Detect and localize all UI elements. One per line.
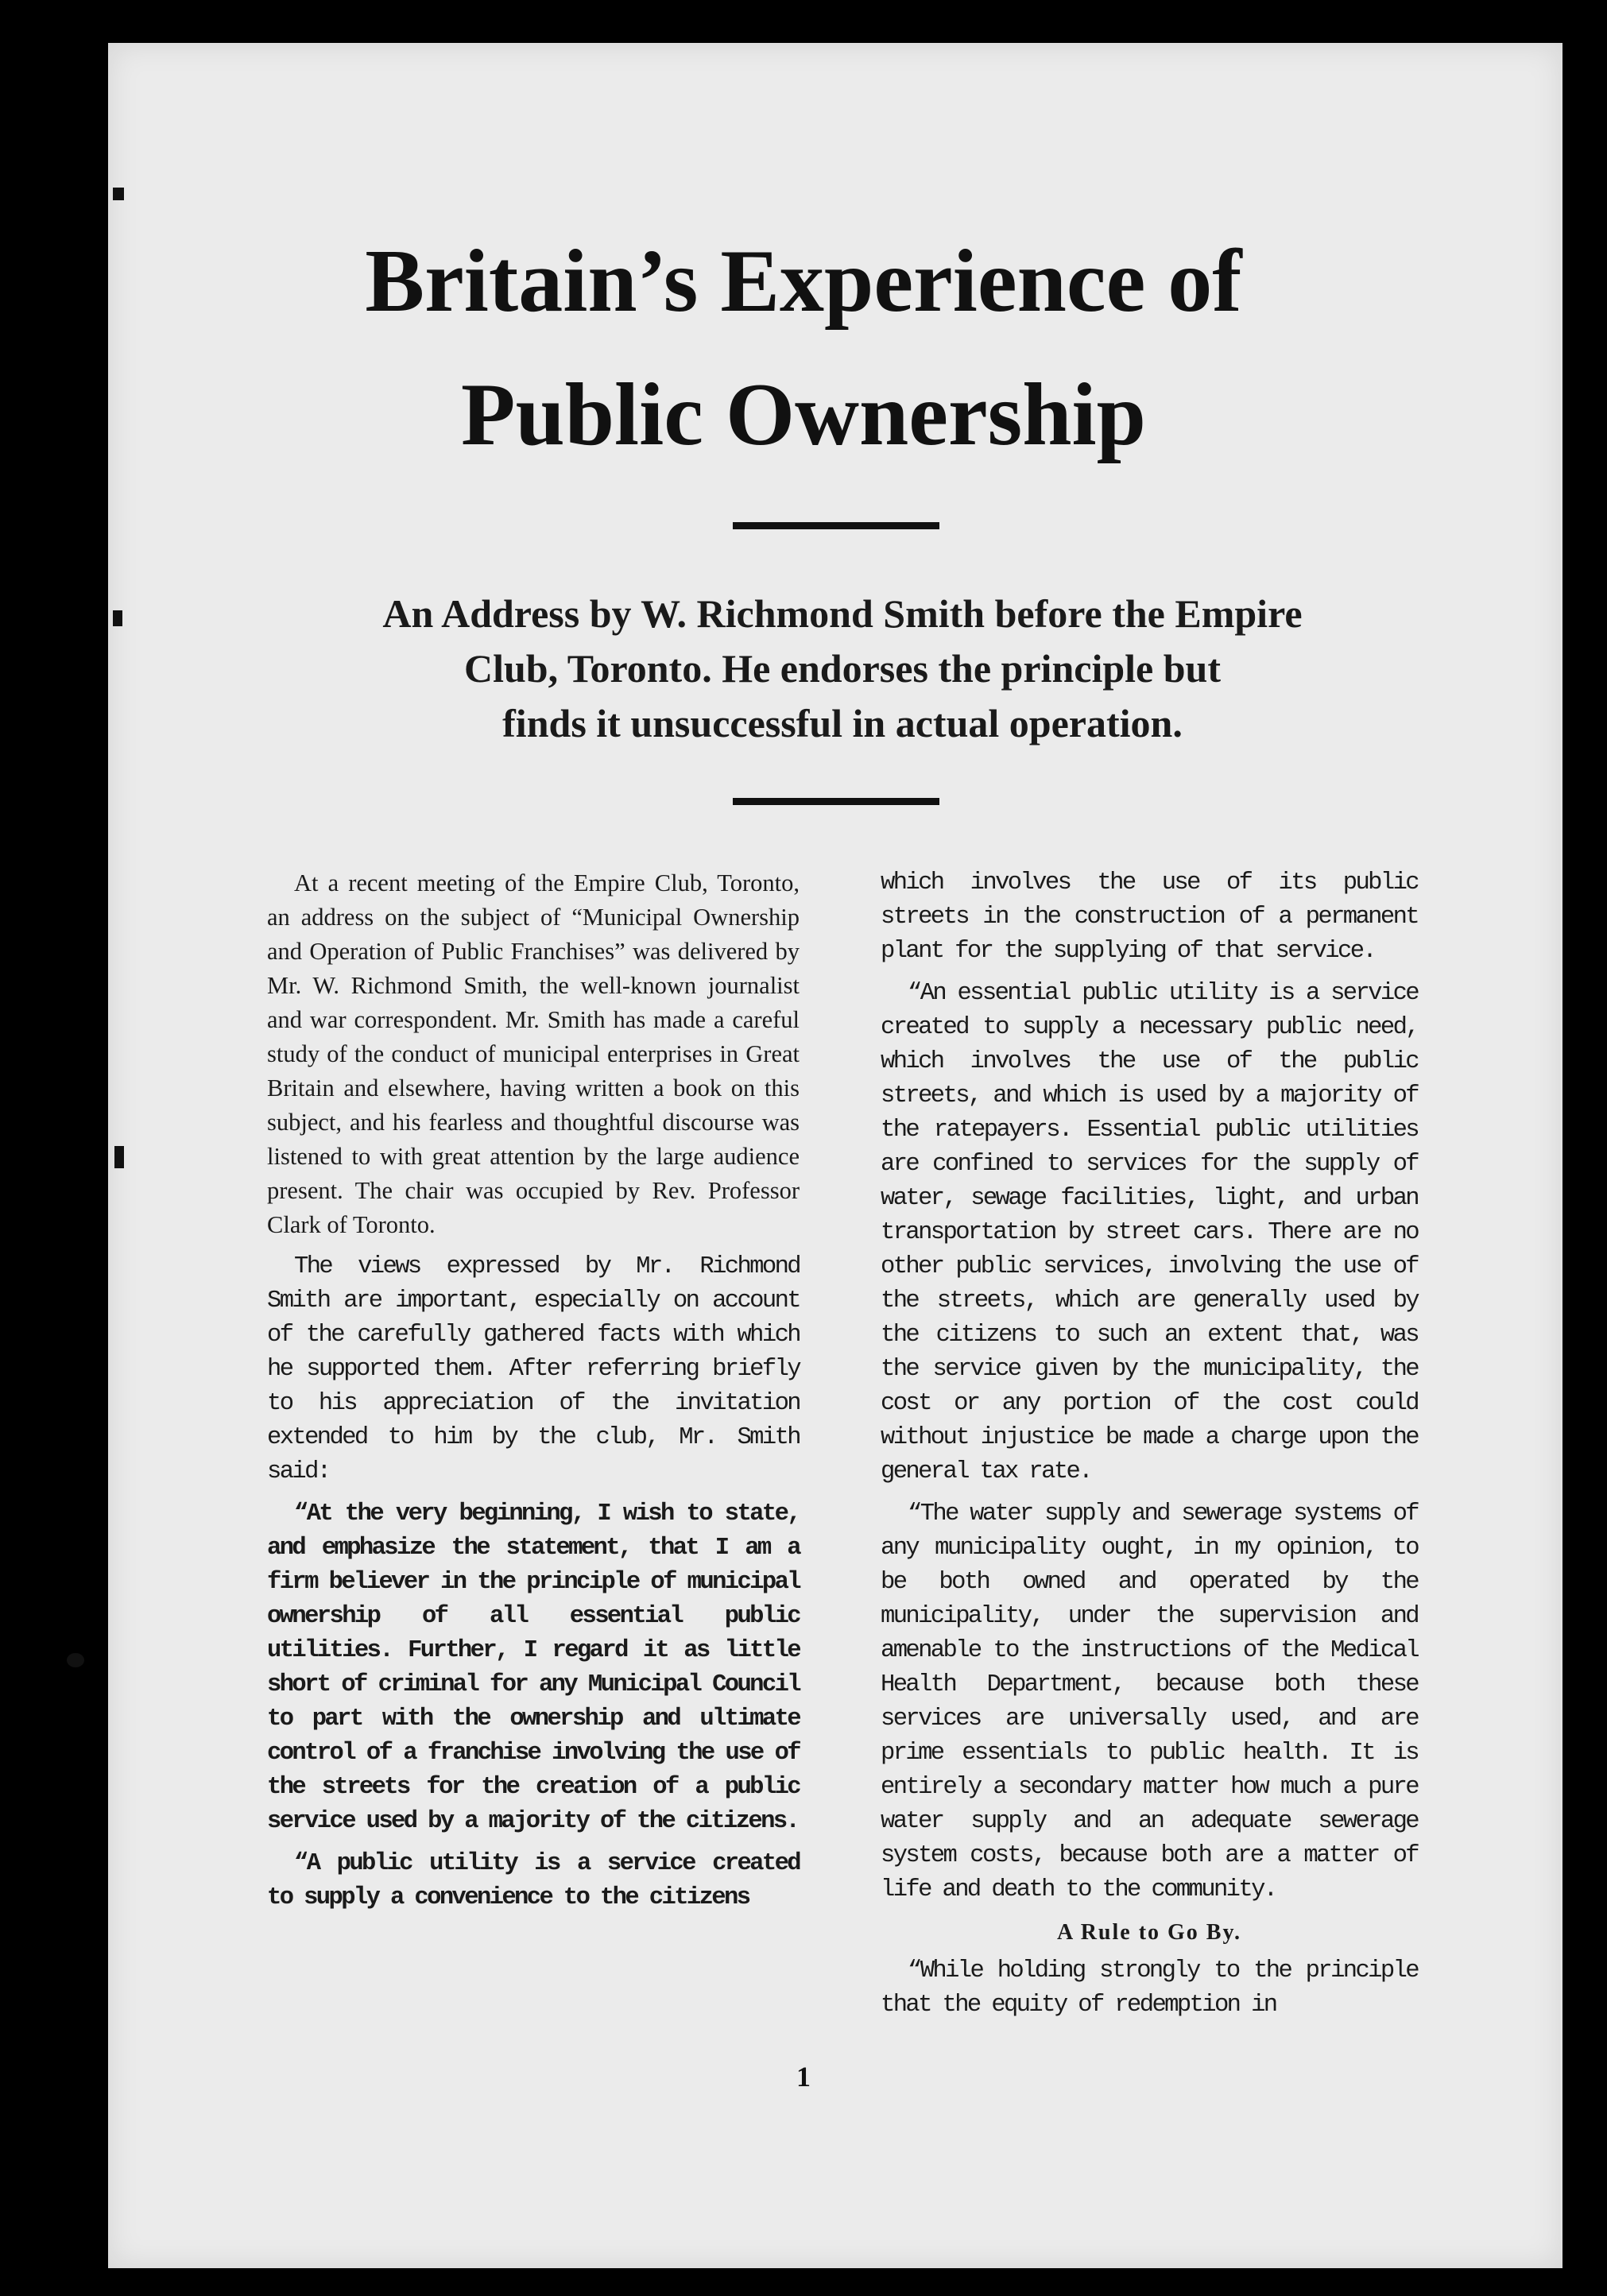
paragraph-intro: At a recent meeting of the Empire Club, Toronto, an address on the subject of “Municipal Ownership and Operation of Public Franchises” was delivered by Mr. W. Richmond Smith, the well-known journalist and war correspondent. Mr. Smith has made a careful study of the conduct of municipal enterprises in Great Britain and elsewhere, having written a book on this subject, and his fearless and thoughtful discourse was listened to with great attention by the large audience present. The chair was occupied by Rev. Professor Clark of Toronto. (267, 869, 800, 1238)
page-number: 1 (796, 2061, 811, 2093)
paragraph-quote-beginning: “At the very beginning, I wish to state, and emphasize the statement, that I am a firm believer in the principle of municipal ownership of all essential public utilities. Further, I regard it as little short of criminal for any Municipal Council to part with the ownership and ultimate control of a franchise involving the use of the streets for the creation of a public service used by a majority of the citizens. (267, 1500, 800, 1835)
left-column (267, 866, 800, 1923)
title-line-2: Public Ownership (461, 366, 1146, 464)
paragraph-views: The views expressed by Mr. Richmond Smith are important, especially on account of the carefully gathered facts with which he supported them. After referring briefly to his appreciation of the invitation extended to him by the club, Mr. Smith said: (267, 1253, 800, 1485)
paragraph-public-utility: “A public utility is a service created to supply a convenience to the citizens (267, 1850, 800, 1911)
subtitle-line-1: An Address by W. Richmond Smith before the Empire (382, 591, 1303, 636)
binding-mark (67, 1653, 84, 1667)
paragraph-essential-utility: “An essential public utility is a service created to supply a necessary public need, which involves the use of the public streets, and which is used by a majority of the ratepayers. Essential public utilities are confined to services for the supply of water, sewage facilities, light, and urban transportation by street cars. There are no other public services, involving the use of the streets, which are generally used by the citizens to such an extent that, was the service given by the municipality, the cost or any portion of the cost could without injustice be made a charge upon the general tax rate. (881, 980, 1418, 1485)
binding-mark (114, 1146, 124, 1168)
article-subtitle (238, 587, 1446, 751)
right-column (881, 866, 1418, 2031)
paragraph-principle: “While holding strongly to the principle that the equity of redemption in (881, 1957, 1418, 2019)
binding-mark (113, 188, 124, 200)
paragraph-continuation: which involves the use of its public streets in the construction of a permanent plant for the supplying of that service. (881, 869, 1418, 965)
binding-mark (113, 610, 122, 626)
subtitle-divider (733, 798, 939, 805)
subtitle-line-3: finds it unsuccessful in actual operation. (502, 701, 1183, 745)
title-line-1: Britain’s Experience of (365, 232, 1242, 331)
article-title (0, 215, 1607, 482)
section-heading: A Rule to Go By. (1057, 1920, 1241, 1945)
paragraph-water-supply: “The water supply and sewerage systems of any municipality ought, in my opinion, to be both owned and operated by the municipality, under the supervision and amenable to the instructions of the Medical Health Department, because both these services are universally used, and are prime essentials to public health. It is entirely a secondary matter how much a pure water supply and an adequate sewerage system costs, because both are a matter of life and death to the community. (881, 1500, 1418, 1903)
subtitle-line-2: Club, Toronto. He endorses the principle but (463, 646, 1221, 691)
title-divider (733, 522, 939, 529)
